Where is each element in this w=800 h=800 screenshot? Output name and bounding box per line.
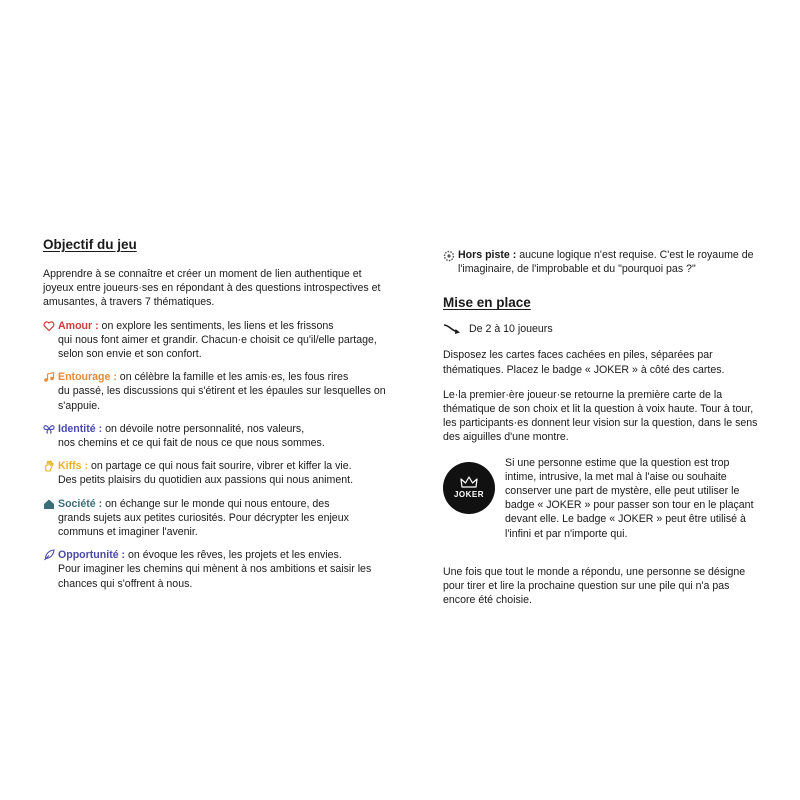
heart-icon: [43, 320, 55, 332]
objectif-title: Objectif du jeu: [43, 237, 137, 252]
left-column: [43, 236, 388, 591]
theme-name: Kiffs :: [58, 460, 89, 473]
theme-text-line1: on célèbre la famille et les amis·es, les fous rires: [116, 371, 349, 384]
setup-paragraph: Disposez les cartes faces cachées en piles, séparées par thématiques. Placez le badge « JOKER » à côté des cartes.: [443, 349, 725, 376]
theme-text-rest: nos chemins et ce qui fait de nous ce que nous sommes.: [58, 437, 325, 450]
theme-entourage: [43, 370, 388, 413]
theme-hors-piste: [443, 248, 763, 276]
theme-text-line1: on dévoile notre personnalité, nos valeurs,: [102, 422, 305, 435]
joker-badge: [443, 462, 495, 514]
theme-text-rest: Pour imaginer les chemins qui mènent à nos ambitions et saisir les chances qui s'offrent à nous.: [58, 563, 372, 590]
joker-block: [443, 456, 763, 556]
theme-text-rest: du passé, les discussions qui s'étirent et les épaules sur lesquelles on s'appuie.: [58, 385, 386, 412]
theme-name: Amour :: [58, 319, 99, 332]
theme-text-rest: Des petits plaisirs du quotidien aux passions qui nous animent.: [58, 474, 354, 487]
theme-text-line1: on partage ce qui nous fait sourire, vibrer et kiffer la vie.: [88, 460, 352, 473]
joker-paragraph: Si une personne estime que la question est trop intime, intrusive, la met mal à l'aise ou souhaite conserver une part de mystère, elle peut utiliser le badge « JOKER » pour passer son tour en le plaçant devant elle. Le badge « JOKER » peut être utilisé à l'infini et par n'importe qui.: [505, 456, 754, 540]
theme-text-line1: on évoque les rêves, les projets et les envies.: [125, 549, 342, 562]
theme-name: Société :: [58, 497, 103, 510]
hand-icon: [43, 460, 55, 472]
players-count: De 2 à 10 joueurs: [469, 323, 553, 336]
theme-name: Entourage :: [58, 371, 117, 384]
theme-text-rest: qui nous font aimer et grandir. Chacun·e choisit ce qu'il/elle partage, selon son envie et son confort.: [58, 333, 377, 361]
theme-name: Opportunité :: [58, 549, 126, 562]
theme-text-line1: on explore les sentiments, les liens et les frissons: [98, 319, 334, 332]
music-notes-icon: [43, 371, 55, 383]
theme-societe: [43, 497, 388, 540]
house-icon: [43, 498, 55, 510]
feather-icon: [43, 549, 55, 561]
curved-arrow-icon: [443, 322, 463, 340]
hors-piste-name: Hors piste :: [458, 249, 517, 261]
theme-opportunite: [43, 548, 388, 591]
players-row: [443, 321, 763, 337]
theme-amour: [43, 319, 388, 362]
theme-text-line1: on échange sur le monde qui nous entoure, des: [102, 497, 330, 510]
right-column: [443, 236, 763, 607]
theme-kiffs: [43, 459, 388, 487]
sparkle-flower-icon: [443, 249, 455, 261]
butterfly-icon: [43, 423, 55, 435]
mise-en-place-title: Mise en place: [443, 295, 531, 311]
next-question-paragraph: Une fois que tout le monde a répondu, une personne se désigne pour tirer et lire la prochaine question sur une pile qui n'a pas encore été choisie.: [443, 565, 746, 607]
intro-paragraph: Apprendre à se connaître et créer un moment de lien authentique et joyeux entre joueurs·ses en répondant à des questions introspectives et amusantes, à travers 7 thématiques.: [43, 268, 381, 309]
turn-paragraph: Le·la premier·ère joueur·se retourne la première carte de la thématique de son choix et lit la question à voix haute. Tour à tour, les participants·es donnent leur vision sur la question, dans le sens des aiguilles d'une montre.: [443, 388, 758, 444]
hors-piste-text: aucune logique n'est requise. C'est le royaume de l'imaginaire, de l'improbable et du "pourquoi pas ?": [458, 249, 754, 276]
theme-identite: [43, 422, 388, 450]
theme-text-rest: grands sujets aux petites curiosités. Pour décrypter les enjeux communs et imaginer l'avenir.: [58, 511, 349, 539]
theme-name: Identité :: [58, 422, 103, 435]
crown-icon: [460, 476, 478, 489]
joker-label: JOKER: [453, 490, 485, 500]
